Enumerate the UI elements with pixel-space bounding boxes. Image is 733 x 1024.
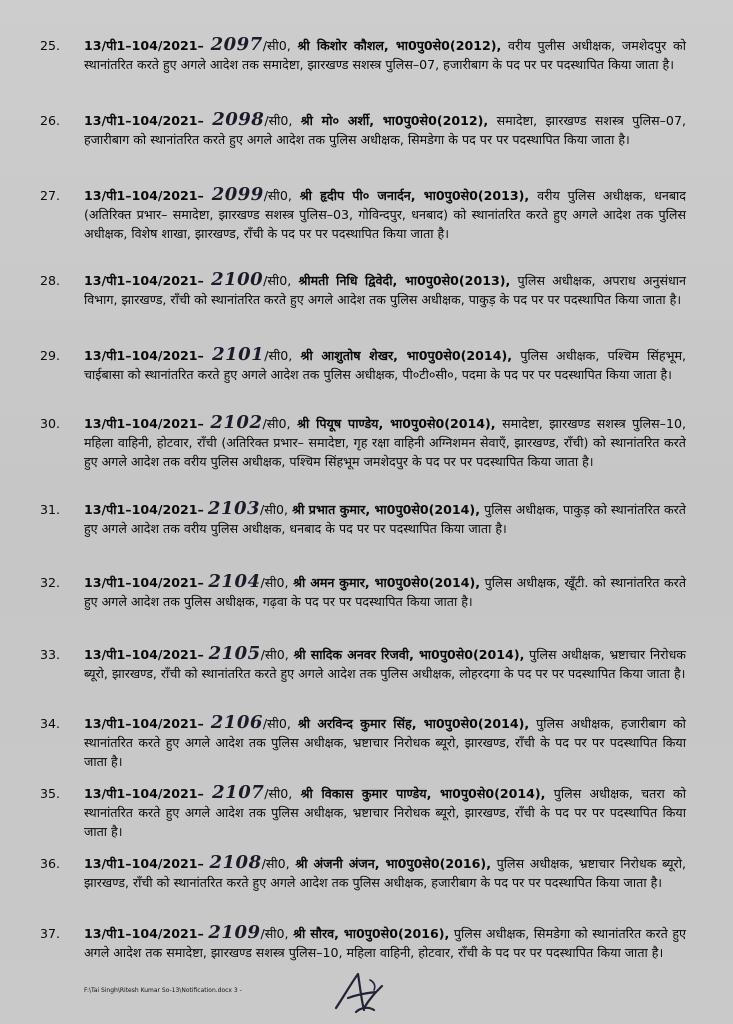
handwritten-number: 2105 (208, 643, 261, 664)
entry-text: पुलिस अधीक्षक, चतरा को स्थानांतरित करते हुए अगले आदेश तक पुलिस अधीक्षक, भ्रष्टाचार निरोधक ब्यूरो, झारखण्ड, राँची के पद पर पर पदस्थापित किया जाता है। (84, 786, 686, 839)
order-suffix: /सी0, (262, 38, 291, 53)
entry-text: पुलिस अधीक्षक, पाकुड़ को स्थानांतरित करते हुए अगले आदेश तक वरीय पुलिस अधीक्षक, धनबाद के पद पर पर पदस्थापित किया जाता है। (84, 502, 686, 536)
order-suffix: /सी0, (262, 716, 291, 731)
signature-mark (330, 968, 390, 1016)
entry-text: पुलिस अधीक्षक, अपराध अनुसंधान विभाग, झारखण्ड, राँची को स्थानांतरित करते हुए अगले आदेश तक पुलिस अधीक्षक, पाकुड़ के पद पर पर पदस्थापित किया जाता है। (84, 273, 686, 307)
entry-number: 33. (40, 647, 61, 662)
officer-name: श्री सादिक अनवर रिजवी, भा0पु0से0(2014), (293, 647, 525, 662)
order-number: 13/पी1–104/2021– (84, 575, 204, 590)
notification-entry-33 (40, 643, 686, 683)
officer-name: श्रीमती निधि द्विवेदी, भा0पु0से0(2013), (298, 273, 511, 288)
entry-text: पुलिस अधीक्षक, भ्रष्टाचार निरोधक ब्यूरो, झारखण्ड, राँची को स्थानांतरित करते हुए अगले आदेश तक पुलिस अधीक्षक, हजारीबाग के पद पर पर पदस्थापित किया जाता है। (84, 856, 686, 890)
handwritten-number: 2108 (209, 852, 262, 873)
order-suffix: /सी0, (264, 786, 293, 801)
entry-number: 32. (40, 575, 61, 590)
order-number: 13/पी1–104/2021– (84, 502, 204, 517)
notification-entry-36 (40, 852, 686, 892)
entry-text: पुलिस अधीक्षक, हजारीबाग को स्थानांतरित करते हुए अगले आदेश तक पुलिस अधीक्षक, भ्रष्टाचार निरोधक ब्यूरो, झारखण्ड, राँची के पद पर पर पदस्थापित किया जाता है। (84, 716, 686, 769)
entry-number: 29. (40, 348, 61, 363)
order-suffix: /सी0, (260, 926, 289, 941)
order-number: 13/पी1–104/2021– (84, 716, 204, 731)
officer-name: श्री हृदीप पी० जनार्दन, भा0पु0से0(2013), (299, 188, 530, 203)
notification-entry-31 (40, 498, 686, 538)
handwritten-number: 2100 (211, 269, 264, 290)
handwritten-number: 2107 (212, 782, 265, 803)
entry-text: पुलिस अधीक्षक, पश्चिम सिंहभूम, चाईबासा को स्थानांतरित करते हुए अगले आदेश तक पुलिस अधीक्षक, पी०टी०सी०, पदमा के पद पर पर पदस्थापित किया जाता है। (84, 348, 686, 382)
order-suffix: /सी0, (263, 188, 292, 203)
entry-number: 35. (40, 786, 61, 801)
officer-name: श्री किशोर कौशल, भा0पु0से0(2012), (297, 38, 502, 53)
entry-text: वरीय पुलीस अधीक्षक, जमशेदपुर को स्थानांतरित करते हुए अगले आदेश तक समादेष्टा, झारखण्ड सशस्त्र पुलिस–07, हजारीबाग के पद पर पर पदस्थापित किया जाता है। (84, 38, 686, 72)
entry-number: 30. (40, 416, 61, 431)
entry-text: वरीय पुलिस अधीक्षक, धनबाद (अतिरिक्त प्रभार– समादेष्टा, झारखण्ड सशस्त्र पुलिस–03, गोविन्दपुर, धनबाद) को स्थानांतरित करते हुए अगले आदेश तक पुलिस अधीक्षक, विशेष शाखा, झारखण्ड, राँची के पद पर पर पदस्थापित किया जाता है। (84, 188, 686, 241)
entry-text: समादेष्टा, झारखण्ड सशस्त्र पुलिस–07, हजारीबाग को स्थानांतरित करते हुए अगले आदेश तक पुलिस अधीक्षक, सिमडेगा के पद पर पर पदस्थापित किया जाता है। (84, 113, 686, 147)
entry-number: 25. (40, 38, 61, 53)
officer-name: श्री पियूष पाण्डेय, भा0पु0से0(2014), (297, 416, 496, 431)
order-number: 13/पी1–104/2021– (84, 38, 204, 53)
order-number: 13/पी1–104/2021– (84, 856, 204, 871)
notification-entry-27 (40, 184, 686, 243)
officer-name: श्री विकास कुमार पाण्डेय, भा0पु0से0(2014), (300, 786, 546, 801)
handwritten-number: 2097 (210, 34, 263, 55)
order-number: 13/पी1–104/2021– (84, 113, 204, 128)
entry-text: समादेष्टा, झारखण्ड सशस्त्र पुलिस–10, महिला वाहिनी, होटवार, राँची (अतिरिक्त प्रभार– समादेष्टा, गृह रक्षा वाहिनी अग्निशमन सेवाएँ, झारखण्ड, राँची) को स्थानांतरित करते हुए अगले आदेश तक वरीय पुलिस अधीक्षक, पश्चिम सिंहभूम जमशेदपुर के पद पर पर पदस्थापित किया जाता है। (84, 416, 686, 469)
entry-number: 34. (40, 716, 61, 731)
officer-name: श्री प्रभात कुमार, भा0पु0से0(2014), (292, 502, 480, 517)
order-number: 13/पी1–104/2021– (84, 786, 204, 801)
handwritten-number: 2099 (211, 184, 264, 205)
officer-name: श्री आशुतोष शेखर, भा0पु0से0(2014), (300, 348, 512, 363)
entry-text: पुलिस अधीक्षक, खूँटी. को स्थानांतरित करते हुए अगले आदेश तक पुलिस अधीक्षक, गढ़वा के पद पर पर पदस्थापित किया जाता है। (84, 575, 686, 609)
officer-name: श्री सौरव, भा0पु0से0(2016), (293, 926, 450, 941)
notification-entry-28 (40, 269, 686, 309)
order-suffix: /सी0, (260, 647, 289, 662)
order-suffix: /सी0, (263, 273, 292, 288)
entry-number: 27. (40, 188, 61, 203)
handwritten-number: 2104 (208, 571, 261, 592)
order-suffix: /सी0, (261, 856, 290, 871)
entry-number: 26. (40, 113, 61, 128)
order-number: 13/पी1–104/2021– (84, 416, 204, 431)
order-suffix: /सी0, (260, 502, 289, 517)
officer-name: श्री अंजनी अंजन, भा0पु0से0(2016), (295, 856, 491, 871)
entry-text: पुलिस अधीक्षक, भ्रष्टाचार निरोधक ब्यूरो, झारखण्ड, राँची को स्थानांतरित करते हुए अगले आदेश तक पुलिस अधीक्षक, लोहरदगा के पद पर पर पदस्थापित किया जाता है। (84, 647, 686, 681)
file-path-footer: F:\Tai Singh\Ritesh Kumar So-13\Notification.docx 3 - (84, 987, 242, 994)
officer-name: श्री अमन कुमार, भा0पु0से0(2014), (293, 575, 481, 590)
officer-name: श्री मो० अर्शी, भा0पु0से0(2012), (300, 113, 489, 128)
order-suffix: /सी0, (260, 575, 289, 590)
handwritten-number: 2106 (210, 712, 263, 733)
order-number: 13/पी1–104/2021– (84, 348, 204, 363)
handwritten-number: 2109 (208, 922, 261, 943)
order-suffix: /सी0, (264, 348, 293, 363)
entry-number: 31. (40, 502, 61, 517)
order-suffix: /सी0, (264, 113, 293, 128)
notification-entry-37 (40, 922, 686, 962)
handwritten-number: 2101 (212, 344, 265, 365)
handwritten-number: 2098 (212, 109, 265, 130)
notification-entry-32 (40, 571, 686, 611)
officer-name: श्री अरविन्द कुमार सिंह, भा0पु0से0(2014), (297, 716, 530, 731)
order-number: 13/पी1–104/2021– (84, 273, 204, 288)
entry-text: पुलिस अधीक्षक, सिमडेगा को स्थानांतरित करते हुए अगले आदेश तक समादेष्टा, झारखण्ड सशस्त्र पुलिस–10, महिला वाहिनी, होटवार, राँची के पद पर पर पदस्थापित किया जाता है। (84, 926, 686, 960)
notification-entry-29 (40, 344, 686, 384)
entry-number: 37. (40, 926, 61, 941)
order-number: 13/पी1–104/2021– (84, 188, 204, 203)
order-suffix: /सी0, (262, 416, 291, 431)
notification-entry-34 (40, 712, 686, 771)
entry-number: 28. (40, 273, 61, 288)
order-number: 13/पी1–104/2021– (84, 926, 204, 941)
notification-entry-30 (40, 412, 686, 471)
order-number: 13/पी1–104/2021– (84, 647, 204, 662)
notification-entry-35 (40, 782, 686, 841)
notification-entry-25 (40, 34, 686, 74)
handwritten-number: 2103 (207, 498, 261, 519)
entry-number: 36. (40, 856, 61, 871)
handwritten-number: 2102 (210, 412, 263, 433)
notification-entry-26 (40, 109, 686, 149)
